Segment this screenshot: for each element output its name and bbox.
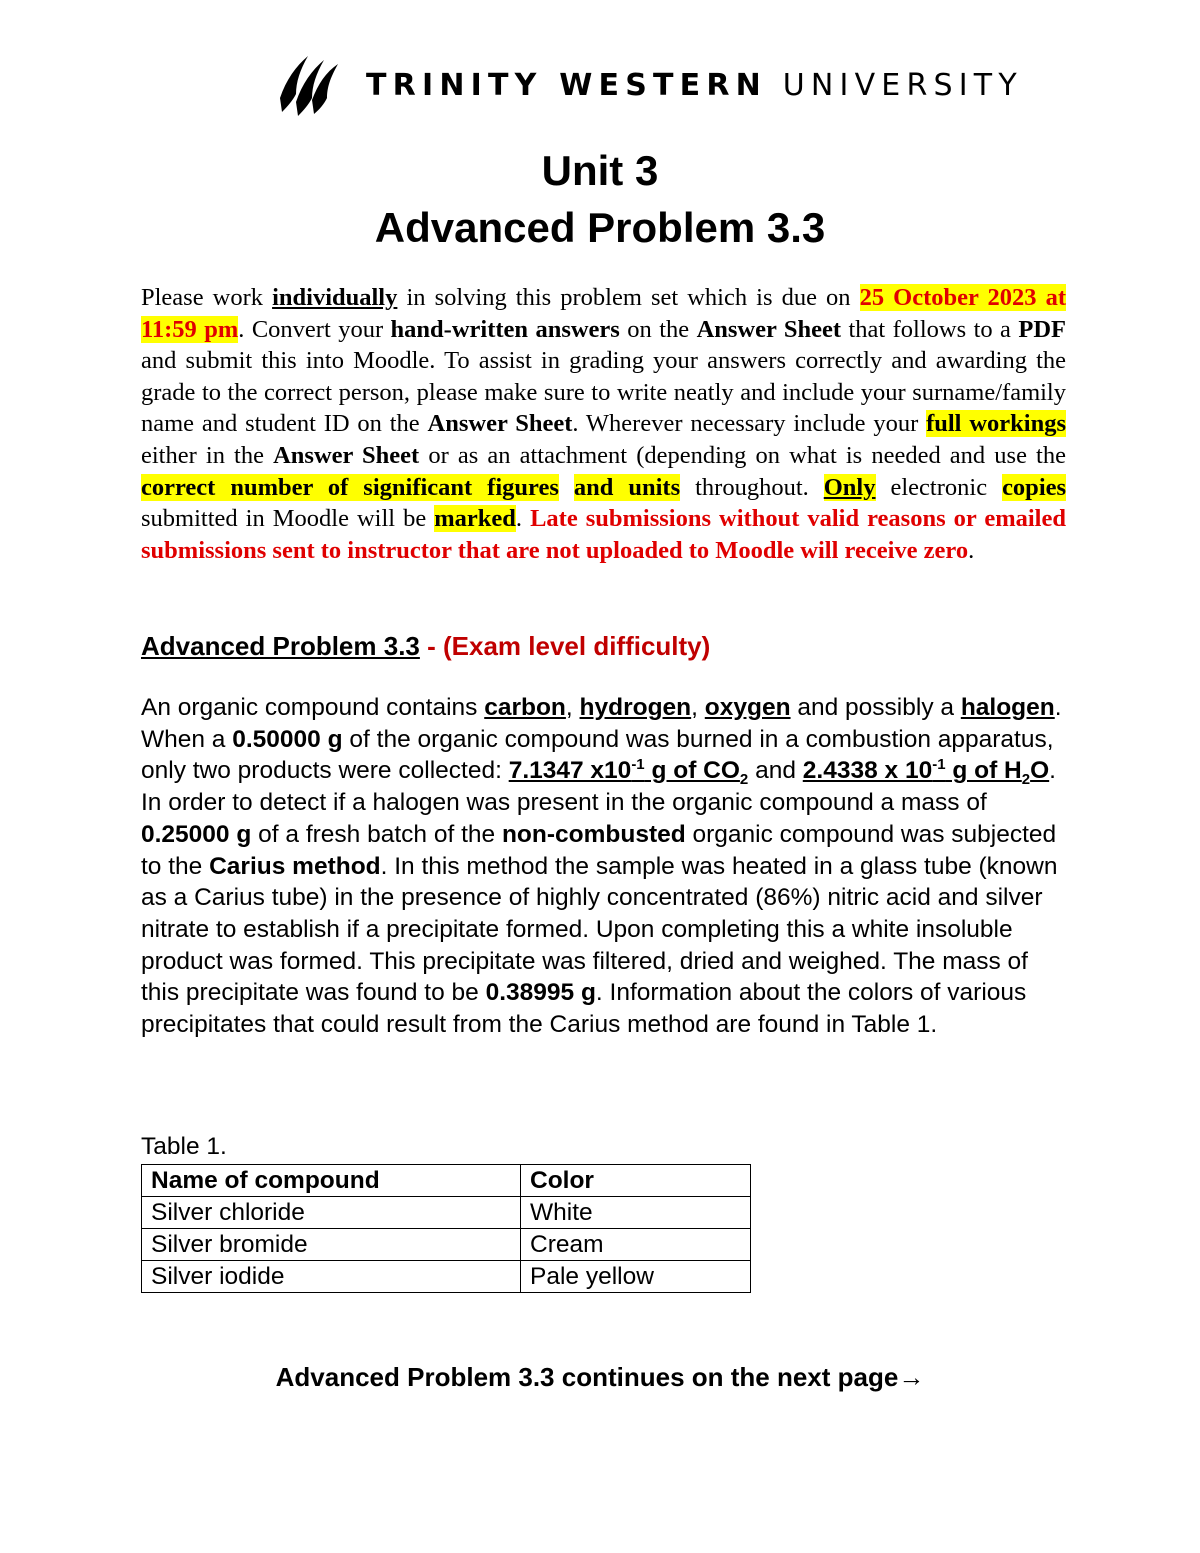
intro-text <box>559 474 574 501</box>
intro-text: . <box>968 536 975 564</box>
highlight-only: Only <box>823 473 876 501</box>
h2o-mass-mantissa: 2.4338 x 10 <box>802 757 933 785</box>
university-header <box>276 52 1023 118</box>
table-row <box>142 1197 751 1229</box>
problem-text: . In this method the sample was heated in a glass tube (known as a Carius tube) in the presence of highly concentrated (86%) nitric acid and silver nitrate to establish if a precipitate formed. Upon completing this a white insoluble product was formed. This precipitate was filtered, dried and weighed. The mass of this precipitate was found to be <box>141 852 1058 1007</box>
late-submission-warning: Late submissions without valid reasons or emailed submissions sent to instructor that are not uploaded to Moodle will receive zero <box>141 505 1066 564</box>
sample-mass: 0.50000 g <box>232 725 343 753</box>
co2-mass-unit: g of CO <box>644 757 740 785</box>
element-carbon: carbon <box>484 694 566 721</box>
problem-statement <box>141 692 1066 1041</box>
problem-text: and possibly a <box>790 694 961 721</box>
highlight-significant-figures: correct number of significant figures <box>141 473 559 501</box>
problem-text: . Information about the colors of various precipitates that could result from the Carius method are found in Table 1. <box>141 979 1027 1039</box>
table-caption: Table 1. <box>141 1133 227 1160</box>
co2-mass <box>508 756 749 789</box>
intro-text: that follows to a <box>841 315 1019 343</box>
emphasis-individually: individually <box>272 284 398 311</box>
emphasis-carius-method: Carius method <box>209 852 381 880</box>
intro-text: Please work <box>141 284 273 311</box>
intro-text: throughout. <box>680 473 824 501</box>
title-problem: Advanced Problem 3.3 <box>374 204 826 251</box>
table-row <box>142 1261 751 1293</box>
problem-text: An organic compound contains <box>141 694 485 721</box>
problem-text: , <box>691 694 705 721</box>
co2-mass-exponent: -1 <box>631 756 645 774</box>
emphasis-answer-sheet: Answer Sheet <box>427 410 573 438</box>
problem-heading-title: Advanced Problem 3.3 <box>141 631 420 661</box>
emphasis-non-combusted: non-combusted <box>501 820 686 848</box>
problem-text: , <box>565 694 580 721</box>
h2o-mass <box>802 756 1050 789</box>
intro-text: electronic <box>875 473 1003 501</box>
element-hydrogen: hydrogen <box>579 694 692 721</box>
problem-text: . When a <box>141 694 1062 753</box>
intro-text: submitted in Moodle will be <box>141 505 435 533</box>
intro-text: . Convert your <box>238 315 391 343</box>
intro-text: in solving this problem set which is due on <box>397 284 860 311</box>
h2o-formula-end: O <box>1030 757 1050 785</box>
instructions-paragraph <box>141 282 1066 566</box>
tw-flame-logo-icon <box>276 52 342 118</box>
compound-cell: Silver bromide <box>142 1229 521 1261</box>
intro-text: and submit this into Moodle. To assist in grading your answers correctly and awarding the grade to the correct person, please make sure to write neatly and include your surname/family name and student ID on the <box>141 347 1066 438</box>
intro-text: . <box>515 505 531 533</box>
element-halogen: halogen <box>960 694 1055 721</box>
continues-note: Advanced Problem 3.3 continues on the next page→ <box>275 1362 925 1392</box>
intro-text: or as an attachment (depending on what is needed and use the <box>419 441 1066 469</box>
highlight-units: and units <box>573 473 681 501</box>
compound-cell: Silver chloride <box>142 1197 521 1229</box>
co2-mass-mantissa: 7.1347 x10 <box>508 757 632 785</box>
problem-heading <box>141 631 710 662</box>
problem-text: organic compound was subjected to the <box>141 820 1057 880</box>
carius-sample-mass: 0.25000 g <box>141 820 252 848</box>
highlight-copies: copies <box>1002 473 1067 501</box>
emphasis-answer-sheet: Answer Sheet <box>273 441 420 469</box>
element-oxygen: oxygen <box>704 694 791 721</box>
university-name-light: UNIVERSITY <box>782 67 1023 103</box>
due-date: 25 October 2023 at 11:59 pm <box>141 284 1066 343</box>
color-cell: White <box>521 1197 751 1229</box>
precipitate-mass: 0.38995 g <box>485 979 596 1007</box>
table-row <box>142 1229 751 1261</box>
column-header-compound: Name of compound <box>142 1165 521 1197</box>
precipitate-color-table <box>141 1164 751 1293</box>
h2o-mass-unit: g of H <box>945 757 1022 785</box>
co2-subscript: 2 <box>739 771 749 789</box>
problem-text: of a fresh batch of the <box>251 820 502 848</box>
h2o-mass-exponent: -1 <box>932 756 946 774</box>
intro-text: either in the <box>141 441 274 469</box>
emphasis-answer-sheet: Answer Sheet <box>696 315 842 343</box>
page-title <box>0 142 1200 256</box>
problem-text: of the organic compound was burned in a combustion apparatus, only two products were collected: <box>141 725 1054 785</box>
university-name-bold: TRINITY WESTERN <box>366 67 767 103</box>
emphasis-handwritten: hand-written answers <box>390 315 620 343</box>
intro-text: on the <box>619 315 697 343</box>
university-name <box>366 68 1023 103</box>
difficulty-label: (Exam level difficulty) <box>443 631 711 661</box>
problem-heading-separator: - <box>419 631 443 661</box>
color-cell: Pale yellow <box>521 1261 751 1293</box>
table-header-row <box>142 1165 751 1197</box>
problem-text: and <box>748 757 803 785</box>
emphasis-pdf: PDF <box>1018 315 1066 343</box>
highlight-marked: marked <box>434 505 516 533</box>
problem-text: . In order to detect if a halogen was present in the organic compound a mass of <box>141 757 1056 817</box>
color-cell: Cream <box>521 1229 751 1261</box>
column-header-color: Color <box>521 1165 751 1197</box>
highlight-full-workings: full workings <box>926 410 1066 438</box>
title-unit: Unit 3 <box>541 147 659 194</box>
h2o-subscript: 2 <box>1021 771 1031 789</box>
compound-cell: Silver iodide <box>142 1261 521 1293</box>
intro-text: . Wherever necessary include your <box>572 410 927 438</box>
